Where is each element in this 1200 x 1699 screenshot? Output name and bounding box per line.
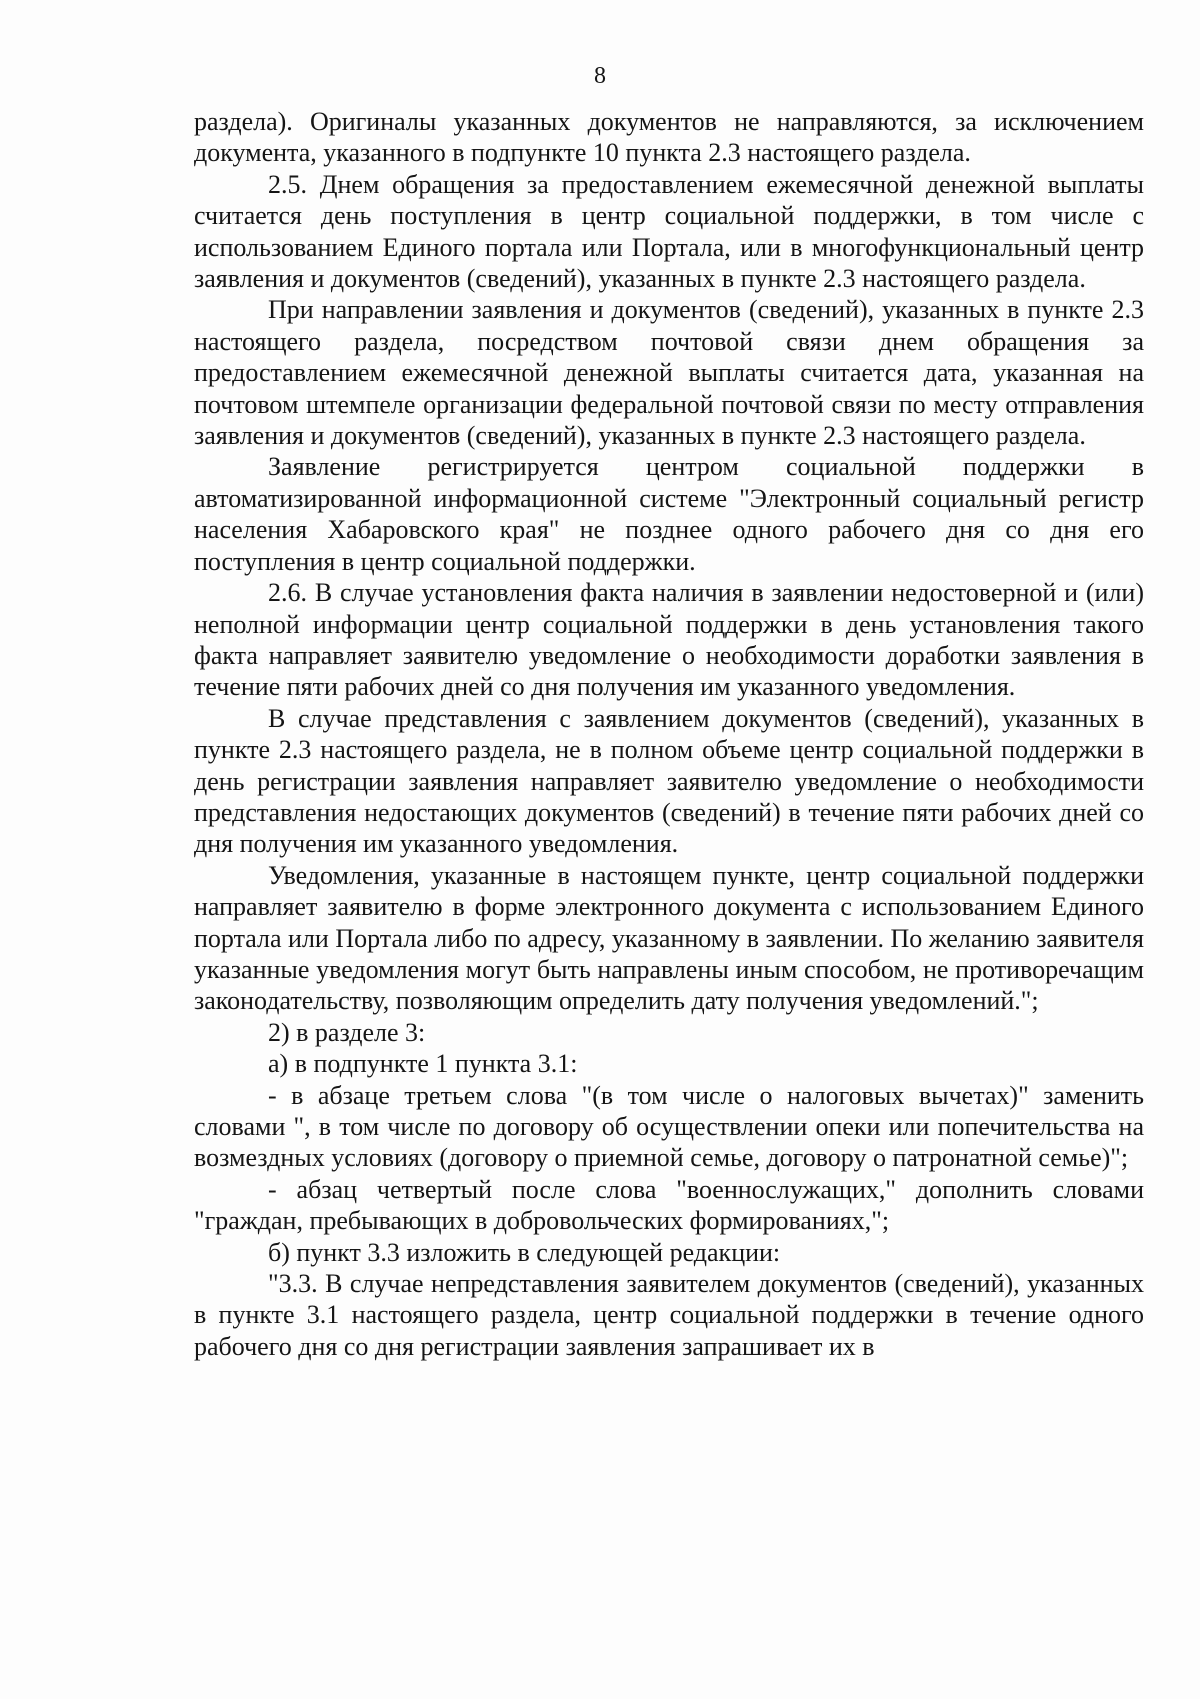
paragraph-8: 2) в разделе 3: xyxy=(268,1017,426,1047)
document-body xyxy=(194,106,1144,1362)
paragraph-2: 2.5. Днем обращения за предоставлением ежемесячной денежной выплаты считается день поступления в центр социальной поддержки, в том числе с использованием Единого портала или Портала, или в многофункциональный центр заявления и документов (сведений), указанных в пункте 2.3 настоящего раздела. xyxy=(194,169,1144,294)
paragraph-6: В случае представления с заявлением документов (сведений), указанных в пункте 2.3 настоящего раздела, не в полном объеме центр социальной поддержки в день регистрации заявления направляет заявителю уведомление о необходимости представления недостающих документов (сведений) в течение пяти рабочих дней со дня получения им указанного уведомления. xyxy=(194,703,1144,859)
paragraph-1: раздела). Оригиналы указанных документов не направляются, за исключением документа, указанного в подпункте 10 пункта 2.3 настоящего раздела. xyxy=(194,107,1144,168)
paragraph-12: б) пункт 3.3 изложить в следующей редакции: xyxy=(268,1237,781,1267)
paragraph-7: Уведомления, указанные в настоящем пункте, центр социальной поддержки направляет заявителю в форме электронного документа с использованием Единого портала или Портала либо по адресу, указанному в заявлении. По желанию заявителя указанные уведомления могут быть направлены иным способом, не противоречащим законодательству, позволяющим определить дату получения уведомлений."; xyxy=(194,860,1144,1016)
paragraph-5: 2.6. В случае установления факта наличия в заявлении недостоверной и (или) неполной информации центр социальной поддержки в день установления такого факта направляет заявителю уведомление о необходимости доработки заявления в течение пяти рабочих дней со дня получения им указанного уведомления. xyxy=(194,578,1144,702)
page-number: 8 xyxy=(594,63,606,89)
paragraph-13: "3.3. В случае непредставления заявителем документов (сведений), указанных в пункте 3.1 настоящего раздела, центр социальной поддержки в течение одного рабочего дня со дня регистрации заявления запрашивает их в xyxy=(194,1269,1144,1361)
paragraph-9: а) в подпункте 1 пункта 3.1: xyxy=(268,1049,578,1079)
paragraph-3: При направлении заявления и документов (сведений), указанных в пункте 2.3 настоящего раздела, посредством почтовой связи днем обращения за предоставлением ежемесячной денежной выплаты считается дата, указанная на почтовом штемпеле организации федеральной почтовой связи по месту отправления заявления и документов (сведений), указанных в пункте 2.3 настоящего раздела. xyxy=(194,295,1144,451)
paragraph-10: - в абзаце третьем слова "(в том числе о налоговых вычетах)" заменить словами ", в том числе по договору об осуществлении опеки или попечительства на возмездных условиях (договору о приемной семье, договору о патронатной семье)"; xyxy=(194,1080,1144,1173)
paragraph-11: - абзац четвертый после слова "военнослужащих," дополнить словами "граждан, пребывающих в добровольческих формированиях,"; xyxy=(194,1174,1144,1236)
paragraph-4: Заявление регистрируется центром социальной поддержки в автоматизированной информационной системе "Электронный социальный регистр населения Хабаровского края" не позднее одного рабочего дня со дня его поступления в центр социальной поддержки. xyxy=(194,452,1144,576)
